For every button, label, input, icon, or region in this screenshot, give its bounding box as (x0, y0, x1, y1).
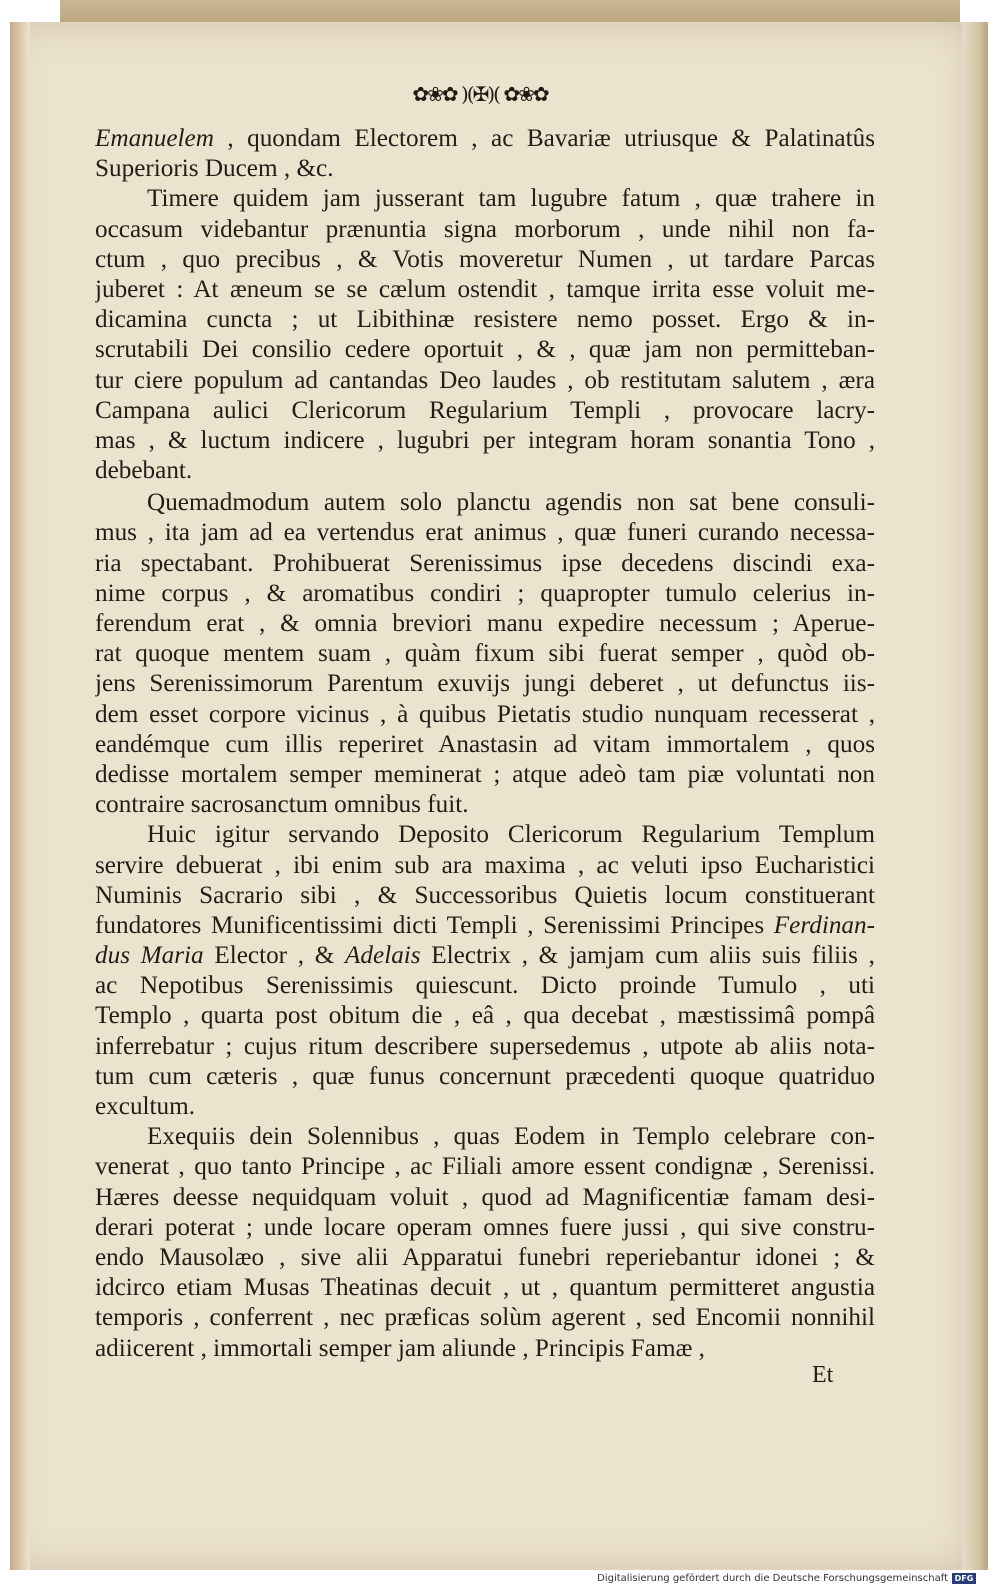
text-segment: Timere quidem jam jusserant tam lugubre fatum , quæ trahere in (147, 185, 875, 213)
text-segment: , quondam Electorem , ac Bavariæ utriusque & Palatinatûs (213, 125, 875, 152)
text-segment: temporis , conferrent , nec præficas solùm agerent , sed Encomii nonnihil (95, 1304, 875, 1332)
text-segment: juberet : At æneum se se cælum ostendit , tamque irrita esse voluit me- (95, 275, 875, 303)
text-line (95, 790, 875, 820)
text-segment: adiicerent , immortali semper jam aliunde , Principis Famæ , (95, 1334, 705, 1362)
text-segment: contraire sacrosanctum omnibus fuit. (95, 791, 469, 819)
text-line (95, 1152, 875, 1182)
text-line (95, 154, 875, 184)
text-segment: excultum. (95, 1093, 196, 1120)
dfg-logo: DFG (952, 1573, 976, 1584)
text-line (95, 609, 875, 639)
text-line (95, 366, 875, 396)
text-line (95, 1334, 875, 1364)
text-segment: ria spectabant. Prohibuerat Serenissimus ipse decedens discindi exa- (95, 549, 875, 577)
text-line (95, 245, 875, 275)
text-line (95, 1062, 875, 1092)
text-segment: idcirco etiam Musas Theatinas decuit , ut , quantum permitteret angustia (95, 1274, 875, 1302)
text-line (95, 1122, 875, 1152)
text-line (95, 730, 875, 760)
text-line (95, 1243, 875, 1273)
footer-credit: Digitalisierung gefördert durch die Deutsche Forschungsgemeinschaft (597, 1573, 948, 1584)
text-segment: eandémque cum illis reperiret Anastasin ad vitam immortalem , quos (95, 730, 875, 758)
text-segment: Elector , & (203, 942, 346, 970)
text-segment: jens Serenissimorum Parentum exuvijs jungi deberet , ut defunctus iis- (95, 670, 875, 698)
text-segment: Templo , quarta post obitum die , eâ , qua decebat , mæstissimâ pompâ (95, 1002, 875, 1030)
text-line (95, 396, 875, 426)
text-segment: nime corpus , & aromatibus condiri ; quapropter tumulo celerius in- (95, 579, 875, 607)
text-segment: dicamina cuncta ; ut Libithinæ resistere nemo posset. Ergo & in- (95, 306, 875, 334)
text-segment: Exequiis dein Solennibus , quas Eodem in Templo celebrare con- (147, 1123, 875, 1151)
text-line (95, 760, 875, 790)
text-segment: mas , & luctum indicere , lugubri per integram horam sonantia Tono , (95, 426, 875, 454)
text-line (95, 1092, 875, 1122)
text-line (95, 820, 875, 850)
text-line (95, 881, 875, 911)
text-segment: Campana aulici Clericorum Regularium Templi , provocare lacry- (95, 396, 875, 424)
text-segment: mus , ita jam ad ea vertendus erat animus , quæ funeri curando necessa- (95, 519, 875, 547)
text-line (95, 456, 875, 486)
text-line (95, 1303, 875, 1333)
text-segment: endo Mausolæo , sive alii Apparatui funebri reperiebantur idonei ; & (95, 1243, 875, 1271)
text-line (95, 1001, 875, 1031)
text-segment: Huic igitur servando Deposito Clericorum Regularium Templum (147, 821, 875, 849)
text-line (95, 305, 875, 335)
ornament-glyphs: ✿❀✿ )(✠)( ✿❀✿ (412, 82, 548, 106)
text-segment: ctum , quo precibus , & Votis moveretur Numen , ut tardare Parcas (95, 245, 875, 273)
text-segment: Hæres deesse nequidquam voluit , quod ad Magnificentiæ famam desi- (95, 1183, 875, 1211)
text-segment: Electrix , & jamjam cum aliis suis filiis , (420, 942, 875, 970)
text-line (95, 184, 875, 214)
text-segment: Numinis Sacrario sibi , & Successoribus Quietis locum constituerant (95, 881, 875, 909)
text-line (95, 669, 875, 699)
text-line (95, 971, 875, 1001)
italic-text: Emanuelem (95, 125, 214, 152)
text-line (95, 700, 875, 730)
text-segment: occasum videbantur prænuntia signa morborum , unde nihil non fa- (95, 215, 875, 243)
text-line (95, 518, 875, 548)
text-line (95, 488, 875, 518)
text-line (95, 1032, 875, 1062)
text-segment: rat quoque mentem suam , quàm fixum sibi fuerat semper , quòd ob- (95, 640, 875, 668)
text-line (95, 335, 875, 365)
text-segment: venerat , quo tanto Principe , ac Filiali amore essent condignæ , Serenissi. (95, 1153, 875, 1181)
text-segment: Superioris Ducem , &c. (95, 155, 334, 183)
text-line (95, 639, 875, 669)
italic-text: Adelais (345, 942, 421, 970)
text-line (95, 549, 875, 579)
text-line (95, 1213, 875, 1243)
text-line (95, 124, 875, 154)
text-line (95, 941, 875, 971)
text-line (95, 851, 875, 881)
text-segment: dedisse mortalem semper meminerat ; atque adeò tam piæ voluntati non (95, 760, 875, 788)
text-segment: fundatores Munificentissimi dicti Templi , Serenissimi Principes (95, 911, 774, 939)
text-segment: inferrebatur ; cujus ritum describere supersedemus , utpote ab aliis nota- (95, 1032, 875, 1060)
text-segment: tur ciere populum ad cantandas Deo laudes , ob restitutam salutem , æra (95, 366, 875, 394)
text-segment: scrutabili Dei consilio cedere oportuit , & , quæ jam non permitteban- (95, 336, 875, 364)
text-line (95, 215, 875, 245)
text-segment: debebant. (95, 457, 193, 485)
italic-text: dus Maria (95, 942, 204, 970)
headpiece-ornament (330, 78, 630, 110)
text-segment: servire debuerat , ibi enim sub ara maxima , ac veluti ipso Eucharistici (95, 851, 875, 879)
text-line (95, 911, 875, 941)
text-line (95, 426, 875, 456)
text-line (95, 1183, 875, 1213)
text-segment: derari poterat ; unde locare operam omnes fuere jussi , qui sive constru- (95, 1213, 875, 1241)
catchword: Et (812, 1362, 834, 1388)
text-line (95, 275, 875, 305)
italic-text: Ferdinan- (773, 911, 875, 939)
text-line (95, 1273, 875, 1303)
text-segment: dem esset corpore vicinus , à quibus Pietatis studio nunquam recesserat , (95, 700, 875, 728)
page-fore-edge (962, 22, 988, 1570)
page-gutter (10, 22, 30, 1570)
text-line (95, 579, 875, 609)
body-text (95, 124, 875, 1364)
text-segment: ac Nepotibus Serenissimis quiescunt. Dicto proinde Tumulo , uti (95, 972, 875, 1000)
text-segment: tum cum cæteris , quæ funus concernunt præcedenti quoque quatriduo (95, 1062, 875, 1090)
text-segment: Quemadmodum autem solo planctu agendis non sat bene consuli- (147, 489, 875, 517)
text-segment: ferendum erat , & omnia breviori manu expedire necessum ; Aperue- (95, 610, 875, 637)
